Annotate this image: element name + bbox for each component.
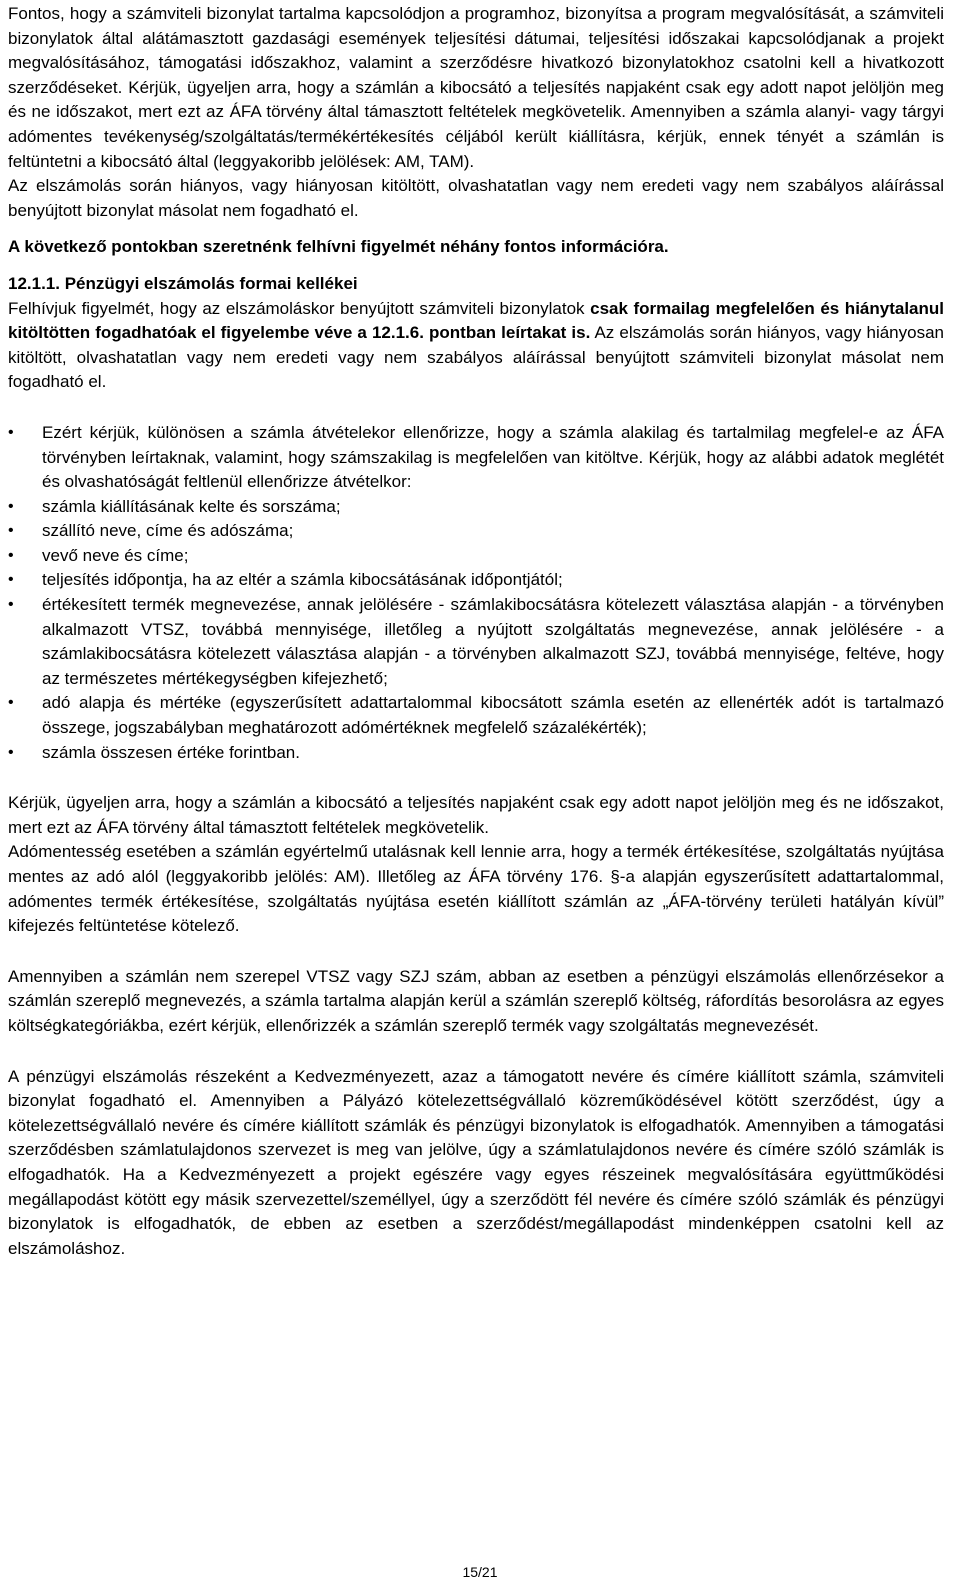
list-item: • számla összesen értéke forintban. (8, 741, 944, 766)
section-paragraph: Felhívjuk figyelmét, hogy az elszámoláskor benyújtott számviteli bizonylatok csak formailag megfelelően és hiánytalanul kitöltötten fogadhatóak el figyelembe véve a 12.1.6. pontban leírtakat is. Az elszámolás során hiányos, vagy hiányosan kitöltött, olvashatatlan vagy nem eredeti vagy nem szabályos aláírással benyújtott számviteli bizonylat másolat nem fogadható el. (8, 298, 944, 392)
bullet-icon: • (8, 694, 14, 712)
list-item: • vevő neve és címe; (8, 544, 944, 569)
bullet-icon: • (8, 497, 14, 515)
document-page (8, 2, 944, 1261)
intro-rejection-paragraph: Az elszámolás során hiányos, vagy hiányosan kitöltött, olvashatatlan vagy nem eredeti vagy nem szabályos aláírással benyújtott bizonylat másolat nem fogadható el. (8, 176, 944, 220)
checklist (8, 421, 944, 765)
list-item: • szállító neve, címe és adószáma; (8, 519, 944, 544)
intro-paragraph: Fontos, hogy a számviteli bizonylat tartalma kapcsolódjon a programhoz, bizonyítsa a program megvalósítását, a számviteli bizonylatok által alátámasztott gazdasági események teljesítési dátumai, teljesítési időszakai kapcsolódjanak a projekt megvalósításához, támogatási időszakhoz, valamint a szerződésre hivatkozó bizonylatokhoz csatolni kell a hivatkozott szerződéseket. Kérjük, ügyeljen arra, hogy a számlán a kibocsátó a teljesítés napjaként csak egy adott napot jelöljön meg és ne időszakot, mert ezt az ÁFA törvény által támasztott feltételek megkövetelik. Amennyiben a számla alanyi- vagy tárgyi adómentes tevékenység/szolgáltatás/termékértékesítés céljából került kiállításra, kérjük, ennek tényét a számlán is feltüntetni a kibocsátó által (leggyakoribb jelölések: AM, TAM). (8, 4, 944, 171)
page-number: 15/21 (462, 1564, 498, 1580)
kedvezmenyezett-paragraph: A pénzügyi elszámolás részeként a Kedvezményezett, azaz a támogatott nevére és címére kiállított számla, számviteli bizonylat fogadható el. Amennyiben a Pályázó kötelezettségvállaló közreműködésével kötött szerződést, úgy a kötelezettségvállaló nevére és címére kiállított számlák és pénzügyi bizonylatok is elfogadhatók. Amennyiben a támogatási szerződésben számlatulajdonos szervezet is meg van jelölve, úgy a számlatulajdonos nevére és címére szóló számlák is elfogadhatók. Ha a Kedvezményezett a projekt egészére vagy egyes részeinek megvalósítására együttműködési megállapodást kötött egy másik szervezettel/személlyel, úgy a szerződött fél nevére és címére szóló számlák és pénzügyi bizonylatok is elfogadhatók, de ebben az esetben a szerződést/megállapodást mindenképpen csatolni kell az elszámoláshoz. (8, 1066, 944, 1258)
list-item: • Ezért kérjük, különösen a számla átvételekor ellenőrizze, hogy a számla alakilag és tartalmilag megfelel-e az ÁFA törvényben leírtaknak, valamint, hogy számszakilag is megfelelően van kitöltve. Kérjük, hogy az alábbi adatok meglétét és olvashatóságát feltlenül ellenőrizze átvételkor: (8, 422, 944, 492)
vtsz-paragraph: Amennyiben a számlán nem szerepel VTSZ vagy SZJ szám, abban az esetben a pénzügyi elszámolás ellenőrzésekor a számlán szereplő megnevezés, a számla tartalma alapján kerül a számlán szereplő költség, ráfordítás besorolásra az egyes költségkategóriákba, ezért kérjük, ellenőrizzék a számlán szereplő termék vagy szolgáltatás megnevezését. (8, 966, 944, 1035)
bullet-icon: • (8, 546, 14, 564)
list-item: • adó alapja és mértéke (egyszerűsített adattartalommal kibocsátott számla esetén az ellenérték adót is tartalmazó összege, jogszabályban meghatározott adómértéknek megfelelő százalékérték); (8, 693, 944, 738)
bullet-icon: • (8, 743, 14, 761)
list-item: • teljesítés időpontja, ha az eltér a számla kibocsátásának időpontjától; (8, 568, 944, 593)
adomentesseg-paragraph: Adómentesség esetében a számlán egyértelmű utalásnak kell lennie arra, hogy a termék értékesítése, szolgáltatás nyújtása mentes az adó alól (leggyakoribb jelölés: AM). Illetőleg az ÁFA törvény 176. §-a alapján egyszerűsített adattartalommal, adómentes termék értékesítése, szolgáltatás nyújtása esetén kiállított számlán az „ÁFA-törvény területi hatályán kívül” kifejezés feltüntetése kötelező. (8, 842, 944, 936)
attention-heading: A következő pontokban szeretnénk felhívni figyelmét néhány fontos információra. (8, 237, 669, 257)
bullet-icon: • (8, 596, 14, 614)
list-item: • értékesített termék megnevezése, annak jelölésére - számlakibocsátásra kötelezett választása alapján - a törvényben alkalmazott VTSZ, továbbá mennyisége, illetőleg a nyújtott szolgáltatás megnevezése, annak jelölésére - a számlakibocsátásra kötelezett választása alapján - a törvényben alkalmazott SZJ, továbbá mennyisége, feltéve, hogy az természetes mértékegységben kifejezhető; (8, 595, 944, 688)
bullet-icon: • (8, 522, 14, 540)
bullet-icon: • (8, 423, 14, 441)
bullet-icon: • (8, 571, 14, 589)
teljesites-paragraph: Kérjük, ügyeljen arra, hogy a számlán a kibocsátó a teljesítés napjaként csak egy adott napot jelöljön meg és ne időszakot, mert ezt az ÁFA törvény által támasztott feltételek megkövetelik. (8, 793, 944, 837)
list-item: • számla kiállításának kelte és sorszáma; (8, 495, 944, 520)
section-heading: 12.1.1. Pénzügyi elszámolás formai kellékei (8, 273, 358, 293)
